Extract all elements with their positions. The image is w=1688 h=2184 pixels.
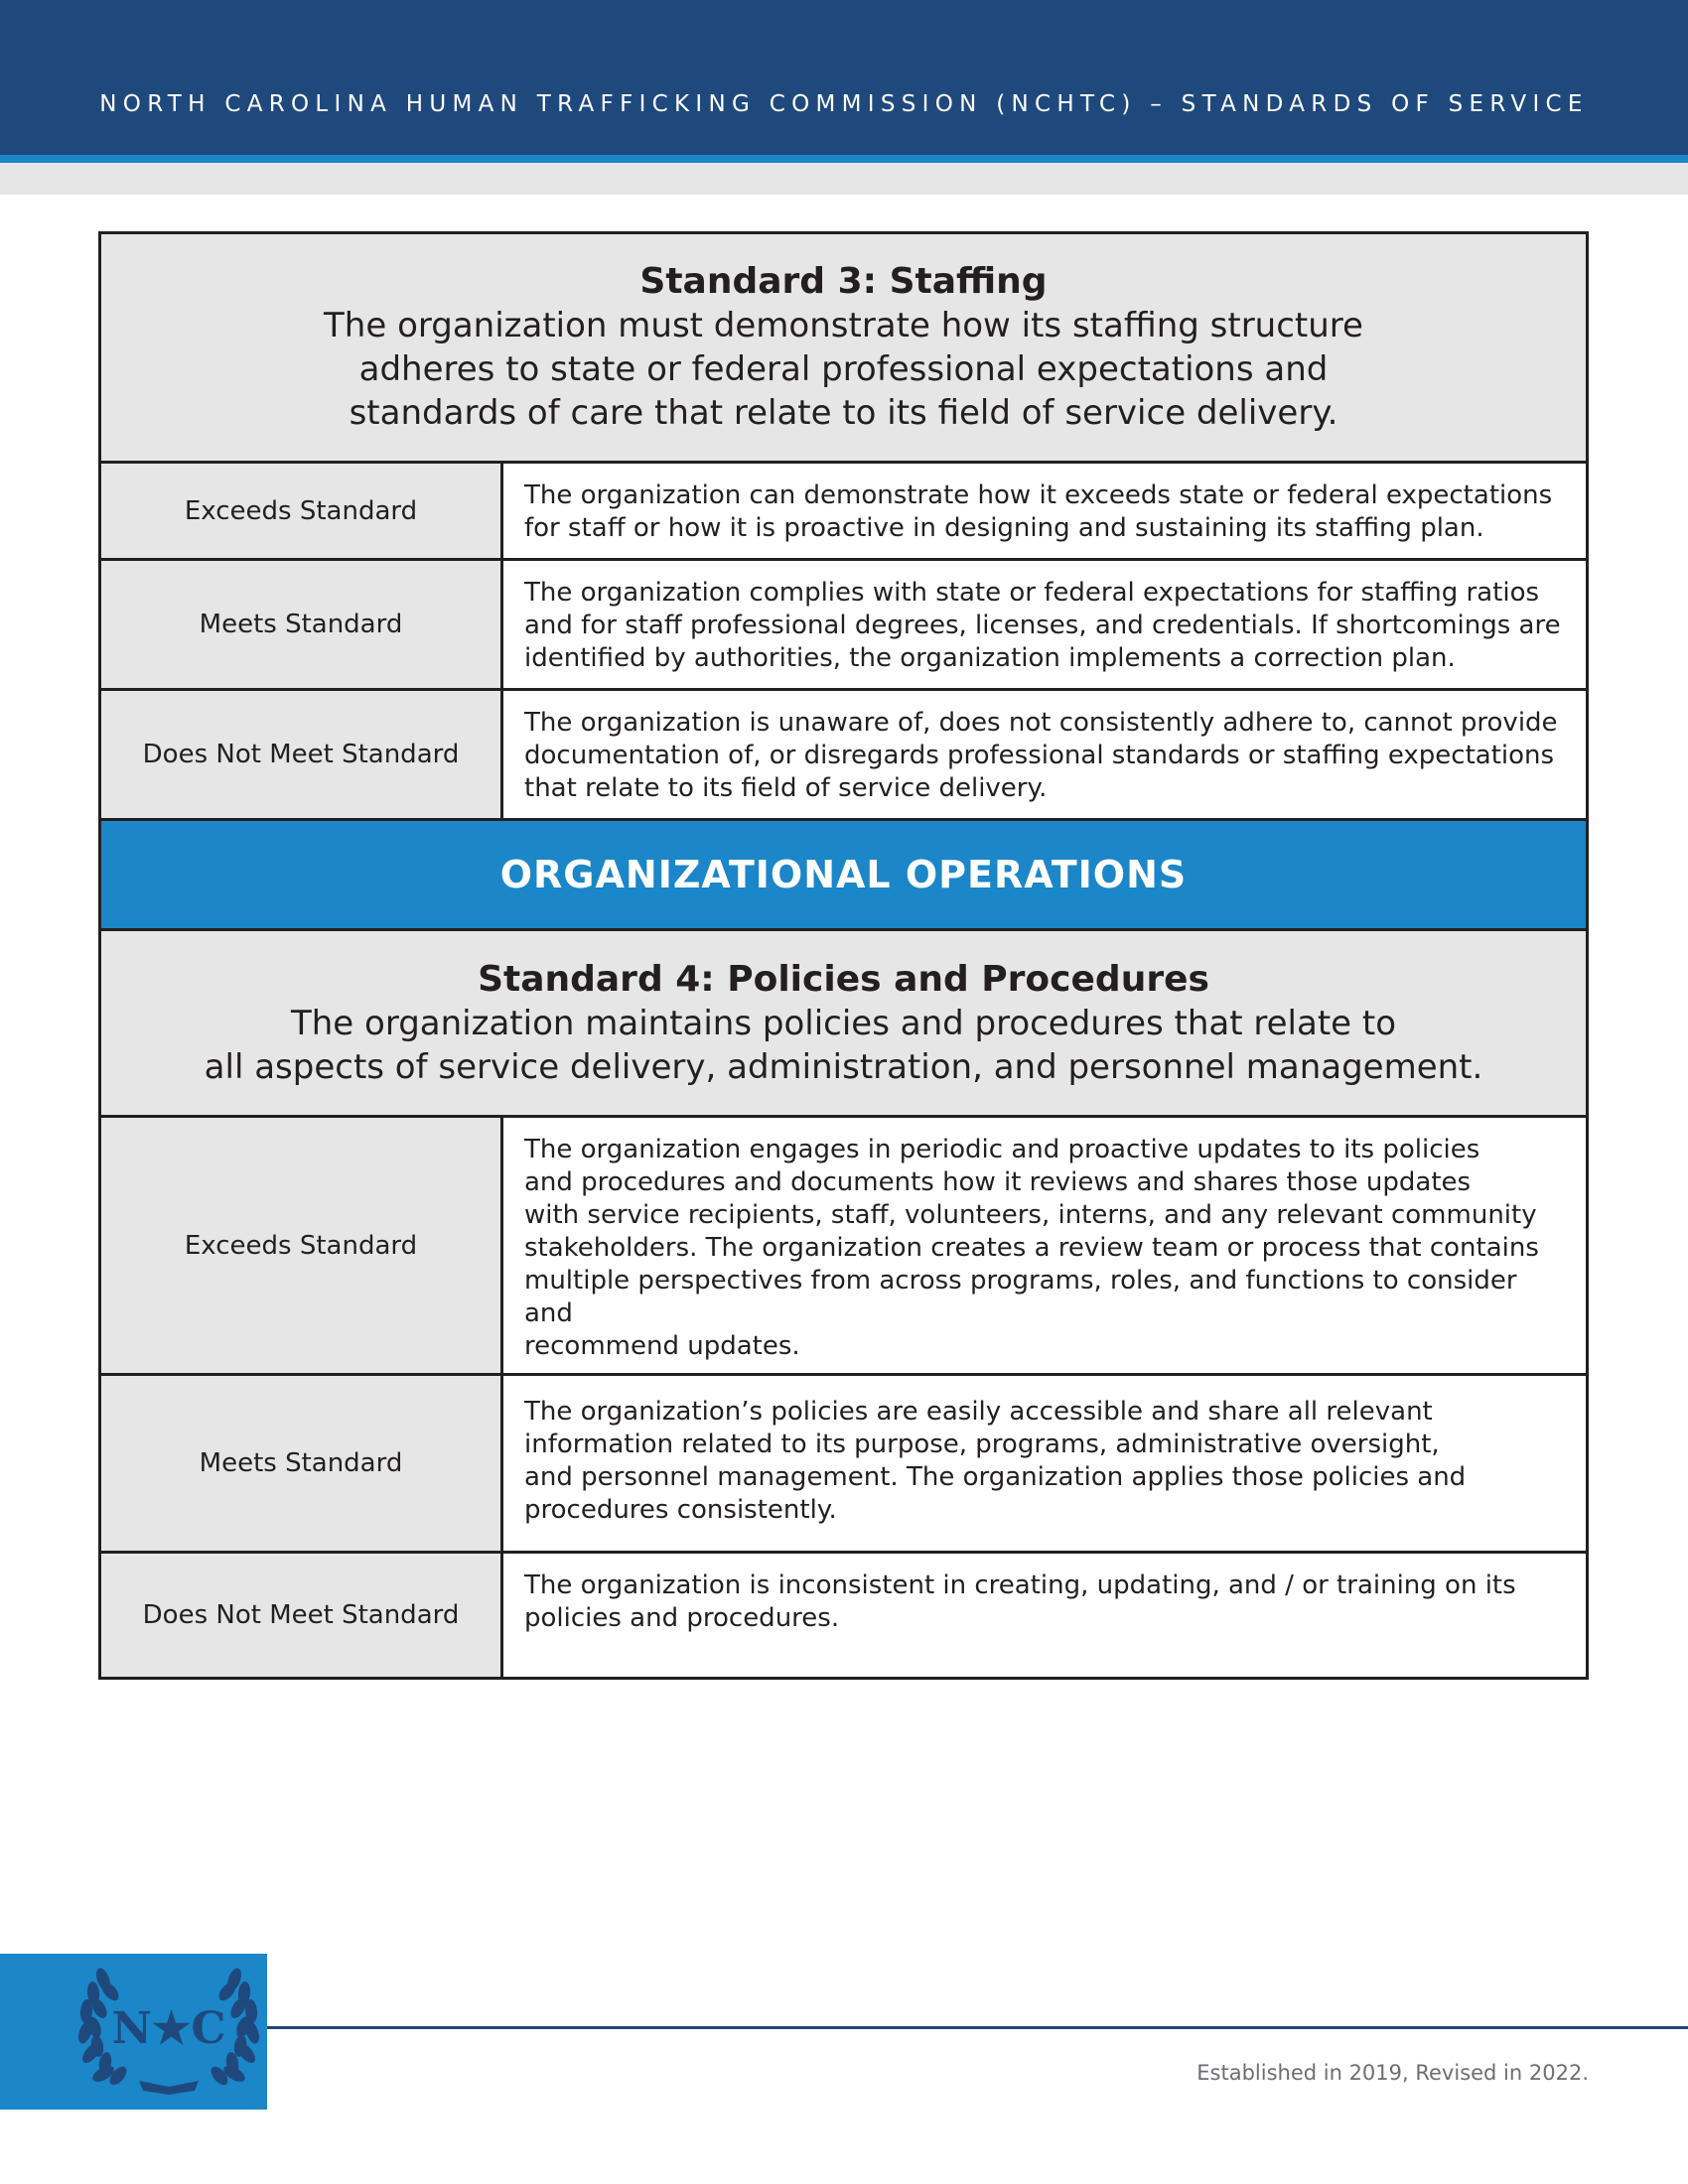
- description-line: The organization must demonstrate how its staffing structure: [324, 306, 1363, 345]
- nchtc-logo: [0, 1954, 267, 2110]
- rating-description: [502, 560, 1588, 690]
- description-line: The organization complies with state or federal expectations for staffing ratios: [524, 578, 1540, 608]
- standard-4-description: [101, 1002, 1586, 1089]
- section-heading: ORGANIZATIONAL OPERATIONS: [100, 820, 1588, 930]
- rating-description: [502, 1117, 1588, 1375]
- header-accent-stripe: [0, 155, 1688, 163]
- standard-4-exceeds-row: [100, 1117, 1588, 1375]
- standard-3-header-row: [100, 233, 1588, 463]
- section-row: [100, 820, 1588, 930]
- rating-label: Meets Standard: [100, 560, 502, 690]
- description-line: documentation of, or disregards professional standards or staffing expectations: [524, 741, 1555, 770]
- standard-4-meets-row: [100, 1375, 1588, 1553]
- logo-monogram: N★C: [111, 2003, 226, 2054]
- rating-label: Does Not Meet Standard: [100, 690, 502, 820]
- description-line: The organization is inconsistent in creating, updating, and / or training on its: [524, 1570, 1516, 1600]
- page-header: [0, 0, 1688, 155]
- description-line: and procedures and documents how it reviews and shares those updates: [524, 1167, 1472, 1197]
- standard-3-does-not-meet-row: [100, 690, 1588, 820]
- description-line: that relate to its field of service delivery.: [524, 773, 1048, 803]
- description-line: and personnel management. The organization applies those policies and: [524, 1462, 1467, 1492]
- description-line: adheres to state or federal professional expectations and: [358, 349, 1329, 389]
- rating-description: [502, 1553, 1588, 1679]
- standard-3-title: Standard 3: Staffing: [639, 261, 1048, 302]
- description-line: for staff or how it is proactive in designing and sustaining its staffing plan.: [524, 513, 1484, 543]
- description-line: stakeholders. The organization creates a review team or process that contains: [524, 1233, 1539, 1263]
- footer-rule: [267, 2026, 1688, 2029]
- footer-note: Established in 2019, Revised in 2022.: [1196, 2061, 1589, 2085]
- header-title: NORTH CAROLINA HUMAN TRAFFICKING COMMISSION (NCHTC) – STANDARDS OF SERVICE: [99, 91, 1589, 117]
- description-line: policies and procedures.: [524, 1603, 840, 1633]
- description-line: The organization engages in periodic and proactive updates to its policies: [524, 1135, 1480, 1164]
- description-line: with service recipients, staff, volunteers, interns, and any relevant community: [524, 1200, 1537, 1230]
- description-line: recommend updates.: [524, 1331, 800, 1361]
- standards-table: [98, 231, 1589, 1680]
- description-line: standards of care that relate to its field of service delivery.: [349, 393, 1338, 433]
- description-line: and for staff professional degrees, licenses, and credentials. If shortcomings are: [524, 611, 1561, 640]
- description-line: all aspects of service delivery, administration, and personnel management.: [204, 1046, 1483, 1087]
- standard-3-header: [100, 233, 1588, 463]
- standard-4-header-row: [100, 930, 1588, 1117]
- description-line: The organization can demonstrate how it exceeds state or federal expectations: [524, 480, 1553, 510]
- description-line: The organization’s policies are easily accessible and share all relevant: [524, 1397, 1433, 1427]
- description-line: identified by authorities, the organization implements a correction plan.: [524, 643, 1456, 673]
- rating-description: [502, 1375, 1588, 1553]
- standard-4-title: Standard 4: Policies and Procedures: [478, 958, 1209, 1000]
- standard-4-header: [100, 930, 1588, 1117]
- standard-3-description: [101, 304, 1586, 435]
- rating-label: Meets Standard: [100, 1375, 502, 1553]
- description-line: The organization is unaware of, does not consistently adhere to, cannot provide: [524, 708, 1558, 738]
- description-line: multiple perspectives from across programs, roles, and functions to consider and: [524, 1266, 1517, 1328]
- rating-description: [502, 690, 1588, 820]
- standard-3-exceeds-row: [100, 463, 1588, 560]
- description-line: information related to its purpose, programs, administrative oversight,: [524, 1430, 1440, 1459]
- description-line: The organization maintains policies and procedures that relate to: [290, 1003, 1397, 1043]
- rating-description: [502, 463, 1588, 560]
- description-line: procedures consistently.: [524, 1495, 837, 1525]
- rating-label: Exceeds Standard: [100, 1117, 502, 1375]
- standard-4-does-not-meet-row: [100, 1553, 1588, 1679]
- rating-label: Does Not Meet Standard: [100, 1553, 502, 1679]
- standard-3-meets-row: [100, 560, 1588, 690]
- header-gray-band: [0, 163, 1688, 195]
- rating-label: Exceeds Standard: [100, 463, 502, 560]
